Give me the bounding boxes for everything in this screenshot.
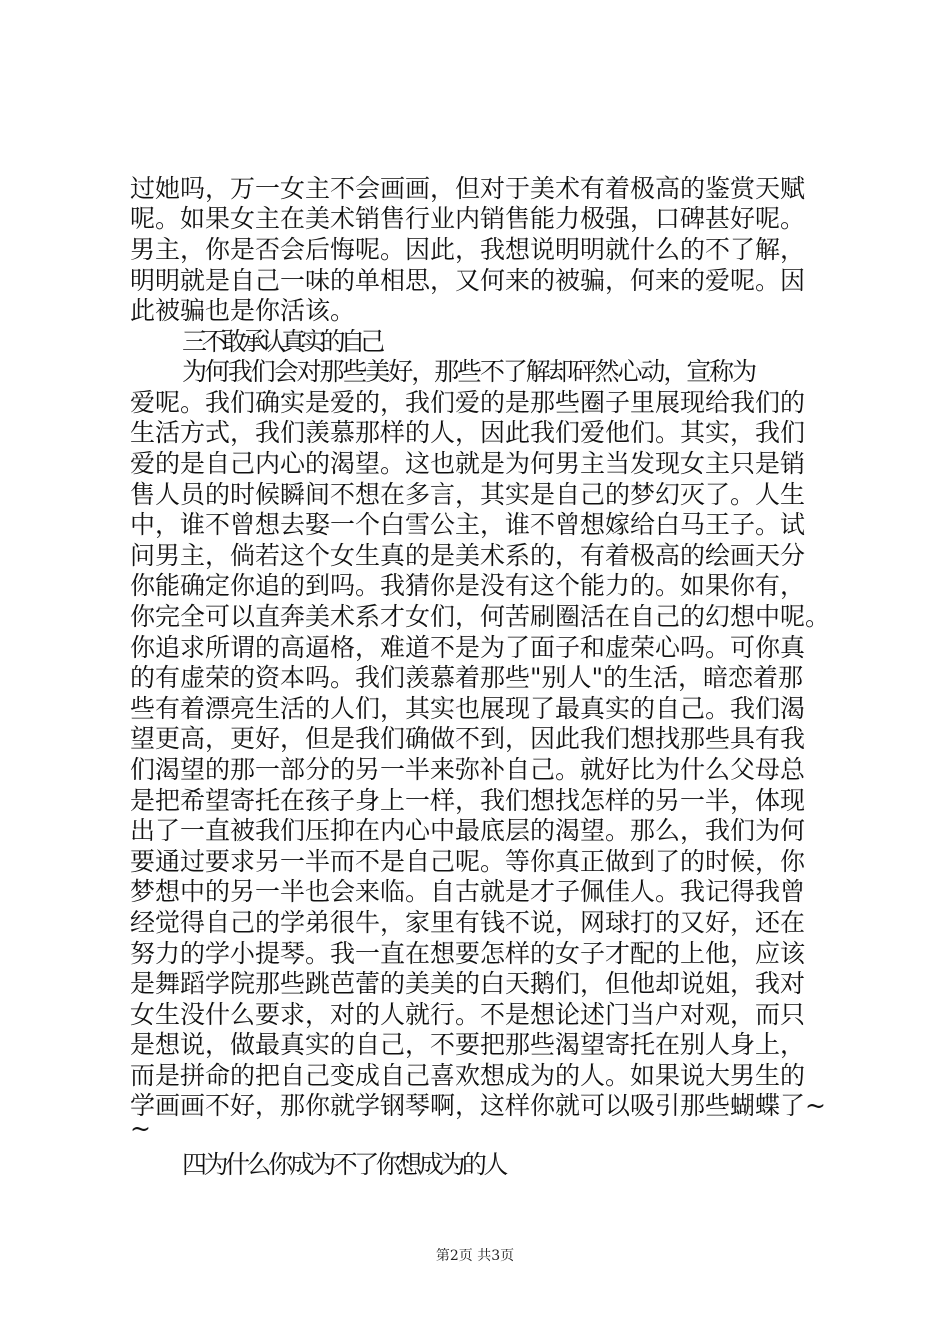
text-line: 爱呢。我们确实是爱的，我们爱的是那些圈子里展现给我们的	[130, 388, 806, 417]
text-line: 梦想中的另一半也会来临。自古就是才子佩佳人。我记得我曾	[130, 877, 806, 906]
text-line: 你完全可以直奔美术系才女们，何苦刷圈活在自己的幻想中呢。	[130, 602, 831, 631]
text-line: 男主，你是否会后悔呢。因此，我想说明明就什么的不了解，	[130, 235, 806, 264]
text-line: 爱的是自己内心的渴望。这也就是为何男主当发现女主只是销	[130, 449, 806, 478]
text-line: 生活方式，我们羡慕那样的人，因此我们爱他们。其实，我们	[130, 418, 806, 447]
text-line: 经觉得自己的学弟很牛，家里有钱不说，网球打的又好，还在	[130, 908, 806, 937]
text-line: 是把希望寄托在孩子身上一样，我们想找怎样的另一半，体现	[130, 786, 806, 815]
text-line: 学画画不好，那你就学钢琴啊，这样你就可以吸引那些蝴蝶了~	[130, 1091, 826, 1120]
text-line: 而是拼命的把自己变成自己喜欢想成为的人。如果说大男生的	[130, 1061, 806, 1090]
text-line: 出了一直被我们压抑在内心中最底层的渴望。那么，我们为何	[130, 816, 806, 845]
text-line: 中，谁不曾想去娶一个白雪公主，谁不曾想嫁给白马王子。试	[130, 510, 806, 539]
text-line: 望更高，更好，但是我们确做不到，因此我们想找那些具有我	[130, 724, 806, 753]
text-line: 你追求所谓的高逼格，难道不是为了面子和虚荣心吗。可你真	[130, 633, 806, 662]
text-line: 为何我们会对那些美好，那些不了解却砰然心动，宣称为	[182, 357, 756, 386]
text-line: 是舞蹈学院那些跳芭蕾的美美的白天鹅们，但他却说姐，我对	[130, 969, 806, 998]
text-line: 要通过要求另一半而不是自己呢。等你真正做到了的时候，你	[130, 847, 806, 876]
text-line: 明明就是自己一味的单相思，又何来的被骗，何来的爱呢。因	[130, 266, 806, 295]
text-line: 些有着漂亮生活的人们，其实也展现了最真实的自己。我们渴	[130, 694, 806, 723]
section-heading: 四为什么你成为不了你想成为的人	[182, 1150, 505, 1179]
text-line: 售人员的时候瞬间不想在多言，其实是自己的梦幻灭了。人生	[130, 480, 806, 509]
text-line: 努力的学小提琴。我一直在想要怎样的女子才配的上他，应该	[130, 939, 806, 968]
text-line: 问男主，倘若这个女生真的是美术系的，有着极高的绘画天分	[130, 541, 806, 570]
text-line: 们渴望的那一部分的另一半来弥补自己。就好比为什么父母总	[130, 755, 806, 784]
text-line: ~	[130, 1114, 151, 1143]
text-line: 此被骗也是你活该。	[130, 296, 356, 325]
section-heading: 三不敢承认真实的自己	[182, 327, 381, 356]
text-line: 的有虚荣的资本吗。我们羡慕着那些"别人"的生活，暗恋着那	[130, 663, 804, 692]
text-line: 呢。如果女主在美术销售行业内销售能力极强，口碑甚好呢。	[130, 204, 806, 233]
text-line: 女生没什么要求，对的人就行。不是想论述门当户对观，而只	[130, 1000, 806, 1029]
text-line: 过她吗，万一女主不会画画，但对于美术有着极高的鉴赏天赋	[130, 174, 806, 203]
page-number: 第2页 共3页	[435, 1248, 515, 1264]
text-line: 你能确定你追的到吗。我猜你是没有这个能力的。如果你有，	[130, 571, 806, 600]
text-line: 是想说，做最真实的自己，不要把那些渴望寄托在别人身上，	[130, 1030, 806, 1059]
